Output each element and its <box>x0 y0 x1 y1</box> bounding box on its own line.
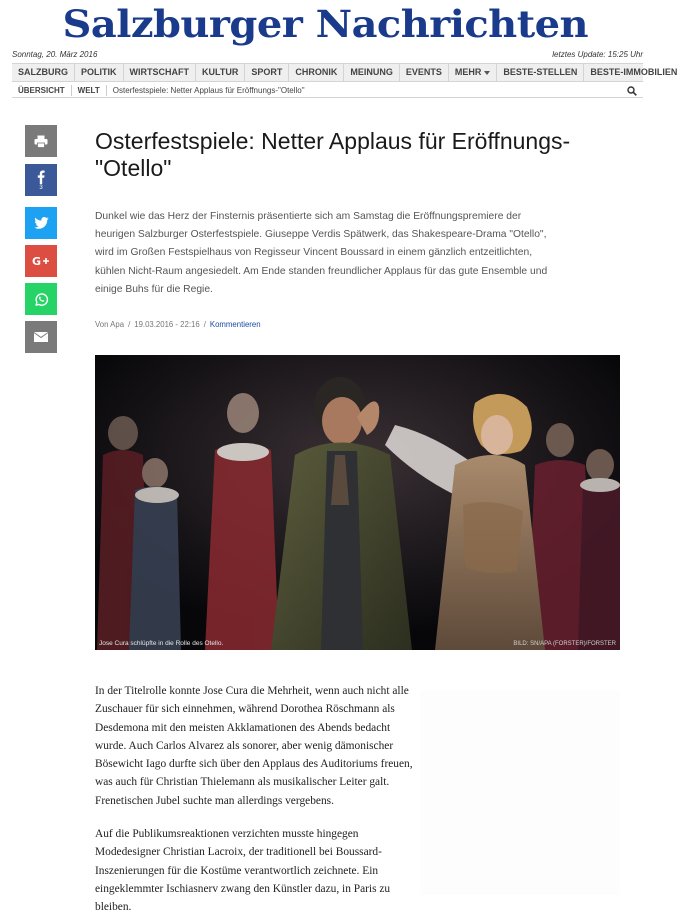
site-logo[interactable]: Salzburger Nachrichten <box>62 2 589 46</box>
article-datetime: 19.03.2016 - 22:16 <box>134 320 200 329</box>
googleplus-icon <box>32 255 50 267</box>
nav-item-beste-immobilien[interactable]: BESTE-IMMOBILIEN <box>590 67 678 77</box>
twitter-icon <box>34 217 49 229</box>
dateline <box>12 50 643 62</box>
breadcrumb <box>12 84 643 98</box>
nav-item-meinung[interactable]: MEINUNG <box>344 64 400 81</box>
article-headline: Osterfestspiele: Netter Applaus für Eröffnungs-"Otello" <box>95 128 571 181</box>
nav-item-events[interactable]: EVENTS <box>400 64 449 81</box>
article-author: Von Apa <box>95 320 125 329</box>
article-meta: Von Apa / 19.03.2016 - 22:16 / Kommentieren <box>95 320 261 329</box>
facebook-icon <box>37 170 45 184</box>
search-icon[interactable] <box>627 86 637 96</box>
article-paragraph: In der Titelrolle konnte Jose Cura die Mehrheit, wenn auch nicht alle Zuschauer für sich einnehmen, während Dorothea Röschmann als Desdemona mit den meisten Akklamationen des Abends bedacht wurde. Auch Carlos Alvarez als sonorer, aber wenig dämonischer Bösewicht Iago durfte sich über den Applaus des Auditoriums freuen, was auch für Christian Thielemann als musikalischer Leiter galt. Frenetischen Jubel suchte man allerdings vergebens. <box>95 685 413 807</box>
nav-item-beste-stellen[interactable]: BESTE-STELLEN <box>497 64 584 81</box>
nav-item-kultur[interactable]: KULTUR <box>196 64 245 81</box>
nav-item-chronik[interactable]: CHRONIK <box>289 64 344 81</box>
breadcrumb-overview[interactable]: ÜBERSICHT <box>12 85 72 96</box>
nav-item-wirtschaft[interactable]: WIRTSCHAFT <box>124 64 197 81</box>
googleplus-share-button[interactable] <box>25 245 57 277</box>
envelope-icon <box>34 332 48 342</box>
printer-icon <box>34 135 48 148</box>
nav-item-politik[interactable]: POLITIK <box>75 64 124 81</box>
photo-credit: BILD: SN/APA (FORSTER)/FORSTER <box>513 641 616 647</box>
sidebar-placeholder <box>420 690 620 895</box>
breadcrumb-welt[interactable]: WELT <box>72 85 107 96</box>
comments-link[interactable]: Kommentieren <box>209 320 261 329</box>
twitter-share-button[interactable] <box>25 207 57 239</box>
whatsapp-share-button[interactable] <box>25 283 57 315</box>
facebook-share-count: 3 <box>39 184 43 191</box>
article-paragraph: Auf die Publikumsreaktionen verzichten musste hingegen Modedesigner Christian Lacroix, der traditionell bei Boussard-Inszenierungen für die Kostüme verantwortlich zeichnete. Ein eingeklemmter Ischiasnerv zwang den Künstler dazu, in Paris zu bleiben. <box>95 828 391 914</box>
masthead <box>0 0 651 50</box>
nav-item-mehr[interactable] <box>449 64 498 81</box>
current-date: Sonntag, 20. März 2016 <box>12 50 98 59</box>
main-nav <box>12 63 678 82</box>
facebook-share-button[interactable] <box>25 164 57 196</box>
article-lead: Dunkel wie das Herz der Finsternis präsentierte sich am Samstag die Eröffnungspremiere der heurigen Salzburger Osterfestspiele. Giuseppe Verdis Spätwerk, das Shakespeare-Drama "Otello", wird im Großen Festspielhaus von Regisseur Vincent Boussard in einem gänzlich entzeitlichten, kühlen Nicht-Raum angesiedelt. Am Ende standen freundlicher Applaus für das gute Ensemble und einige Buhs für die Regie. <box>95 211 548 295</box>
breadcrumb-current: Osterfestspiele: Netter Applaus für Eröffnungs-"Otello" <box>112 86 305 95</box>
article-photo <box>95 355 620 650</box>
print-button[interactable] <box>25 125 57 157</box>
nav-item-salzburg[interactable]: SALZBURG <box>12 64 75 81</box>
whatsapp-icon <box>34 292 49 307</box>
caret-down-icon <box>484 71 490 75</box>
photo-caption: Jose Cura schlüpfte in die Rolle des Otello. <box>99 640 224 647</box>
nav-item-mehr-label: MEHR <box>454 67 482 77</box>
stage-scene-illustration <box>95 355 620 650</box>
svg-text:G: G <box>32 255 42 268</box>
last-update: letztes Update: 15:25 Uhr <box>552 50 643 59</box>
mail-share-button[interactable] <box>25 321 57 353</box>
nav-item-sport[interactable]: SPORT <box>245 64 289 81</box>
